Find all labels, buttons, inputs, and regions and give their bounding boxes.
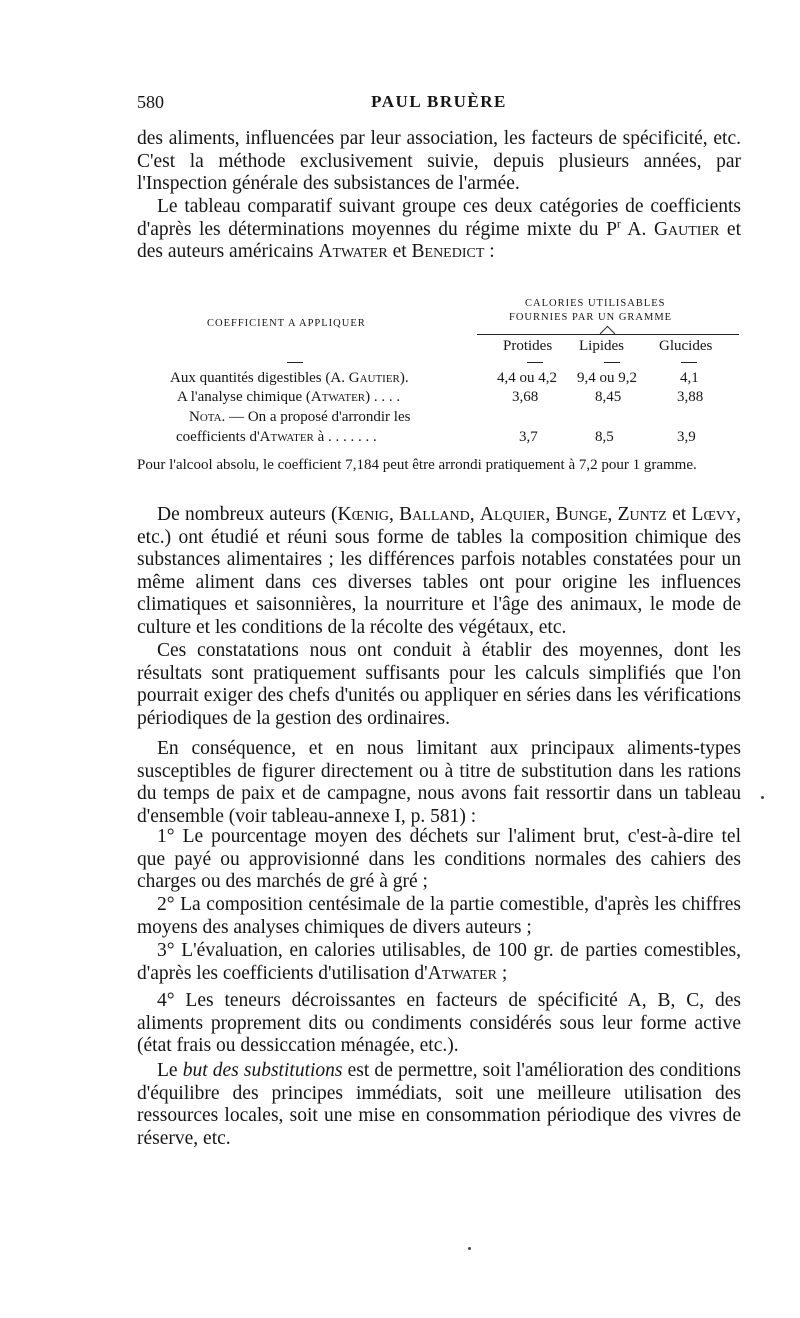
nota-line	[189, 409, 410, 426]
text-segment: , etc.) ont étudié et réuni sous forme de tables la composition chimique des substances alimentaires ; les différences parfois notables constatées pour un même aliment dans ces diverses tables ont pour origine les influences climatiques et saisonnières, la nourriture et l'âge des animaux, le mode de culture et les conditions de la récolte des végétaux, etc.	[137, 504, 742, 638]
nota-label: Nota.	[189, 409, 226, 425]
author-name: Alquier	[479, 504, 546, 525]
text-segment: A.	[620, 218, 654, 240]
table-cell: 3,7	[519, 429, 538, 445]
text-segment: A l'analyse chimique (	[177, 389, 311, 405]
row-label	[170, 370, 409, 387]
separator: ,	[388, 504, 400, 525]
table-group-subheader: FOURNIES PAR UN GRAMME	[509, 312, 673, 323]
paragraph-table-intro	[137, 196, 741, 264]
author-name: Atwater	[318, 241, 388, 263]
separator: ,	[469, 504, 480, 525]
text-segment: Le tableau comparatif suivant groupe ces deux catégories de coefficients d'après les déterminations moyennes du régime mixte du P	[137, 196, 741, 240]
page-header	[137, 92, 741, 116]
column-dash	[527, 362, 543, 363]
separator: ,	[607, 504, 618, 525]
table-cell: 3,68	[512, 389, 539, 405]
author-name: Benedict	[411, 241, 485, 263]
table-cell: 9,4 ou 9,2	[577, 370, 637, 386]
table-cell: 4,1	[680, 370, 699, 386]
column-header-protides: Protides	[503, 338, 553, 354]
list-item-3	[137, 940, 741, 985]
text-segment: ).	[399, 370, 409, 386]
list-item-1: 1° Le pourcentage moyen des déchets sur l'aliment brut, c'est-à-dire tel que payé ou approvisionné dans les conditions normales des cahiers des charges ou des marchés de gré à gré ;	[137, 826, 741, 893]
column-header-glucides: Glucides	[659, 338, 713, 354]
table-footnote: Pour l'alcool absolu, le coefficient 7,184 peut être arrondi pratiquement à 7,2 pour 1 gramme.	[137, 457, 697, 473]
author-name: Atwater	[310, 389, 366, 405]
paragraph-averages: Ces constatations nous ont conduit à établir des moyennes, dont les résultats sont pratiquement suffisants pour les calculs simplifiés que l'on pourrait exiger des chefs d'unités ou appliquer en séries dans les vérifications périodiques de la gestion des ordinaires.	[137, 640, 741, 729]
column-dash	[287, 362, 303, 363]
author-name: Atwater	[259, 429, 314, 445]
text-segment: ;	[497, 962, 508, 984]
text-segment: Aux quantités digestibles (A.	[170, 370, 349, 386]
paragraph-authors	[137, 504, 741, 640]
author-name: Gautier	[348, 370, 400, 386]
text-segment: — On a proposé d'arrondir les	[225, 409, 411, 425]
italic-term: but des substitutions	[182, 1060, 343, 1081]
running-title: PAUL BRUÈRE	[371, 92, 507, 111]
table-cell: 4,4 ou 4,2	[497, 370, 557, 386]
table-cell: 3,88	[677, 389, 704, 405]
author-name: Kœnig	[337, 504, 389, 525]
print-speck	[468, 1247, 471, 1250]
row-label	[177, 389, 400, 406]
table-group-header: CALORIES UTILISABLES	[525, 298, 666, 309]
paragraph-consequence: En conséquence, et en nous limitant aux principaux aliments-types susceptibles de figurer directement ou à titre de substitution dans les rations du temps de paix et de campagne, nous avons fait ressortir dans un tableau d'ensemble (voir tableau-annexe I, p. 581) :	[137, 738, 741, 827]
calorie-coefficient-table	[137, 296, 741, 478]
print-speck	[761, 796, 764, 799]
text-segment: à . . . . . . .	[313, 429, 377, 445]
table-left-header: COEFFICIENT A APPLIQUER	[207, 318, 366, 329]
text-segment: De nombreux auteurs (	[157, 504, 338, 525]
paragraph-intro: des aliments, influencées par leur association, les facteurs de spécificité, etc. C'est la méthode exclusivement suivie, depuis plusieurs années, par l'Inspection générale des subsistances de l'armée.	[137, 128, 741, 195]
column-dash	[681, 362, 697, 363]
author-name: Balland	[399, 504, 470, 525]
text-segment: est de permettre, soit l'amélioration des conditions d'équilibre des principes immédiats, soit une meilleure utilisation des ressources locales, soit une mise en consommation périodique des vivres de réserve, etc.	[137, 1060, 741, 1149]
row-label	[176, 429, 377, 446]
author-name: Zuntz	[617, 504, 667, 525]
column-dash	[604, 362, 620, 363]
table-cell: 8,45	[595, 389, 622, 405]
text-segment: et	[387, 241, 412, 263]
table-cell: 3,9	[677, 429, 696, 445]
superscript: r	[616, 216, 621, 231]
text-segment: 3° L'évaluation, en calories utilisables, de 100 gr. de parties comestibles, d'après les coefficients d'utilisation d'	[137, 940, 741, 984]
text-segment: ) . . . .	[365, 389, 401, 405]
list-item-2: 2° La composition centésimale de la partie comestible, d'après les chiffres moyens des analyses chimiques de divers auteurs ;	[137, 894, 741, 938]
list-item-4: 4° Les teneurs décroissantes en facteurs de spécificité A, B, C, des aliments proprement dits ou condiments considérés sous leur forme active (état frais ou dessiccation ménagée, etc.).	[137, 990, 741, 1057]
author-name: Lœvy	[691, 504, 737, 525]
column-header-lipides: Lipides	[579, 338, 624, 354]
text-segment: coefficients d'	[176, 429, 260, 445]
text-segment: et	[666, 504, 692, 525]
text-segment: et des auteurs américains	[137, 218, 741, 263]
page-number: 580	[137, 92, 164, 112]
separator: ,	[545, 504, 556, 525]
author-name: Bunge	[555, 504, 608, 525]
text-segment: :	[484, 241, 495, 263]
table-cell: 8,5	[595, 429, 614, 445]
author-name: Gautier	[653, 218, 720, 240]
author-name: Atwater	[427, 962, 497, 984]
paragraph-substitutions	[137, 1060, 741, 1150]
text-segment: Le	[157, 1060, 183, 1081]
